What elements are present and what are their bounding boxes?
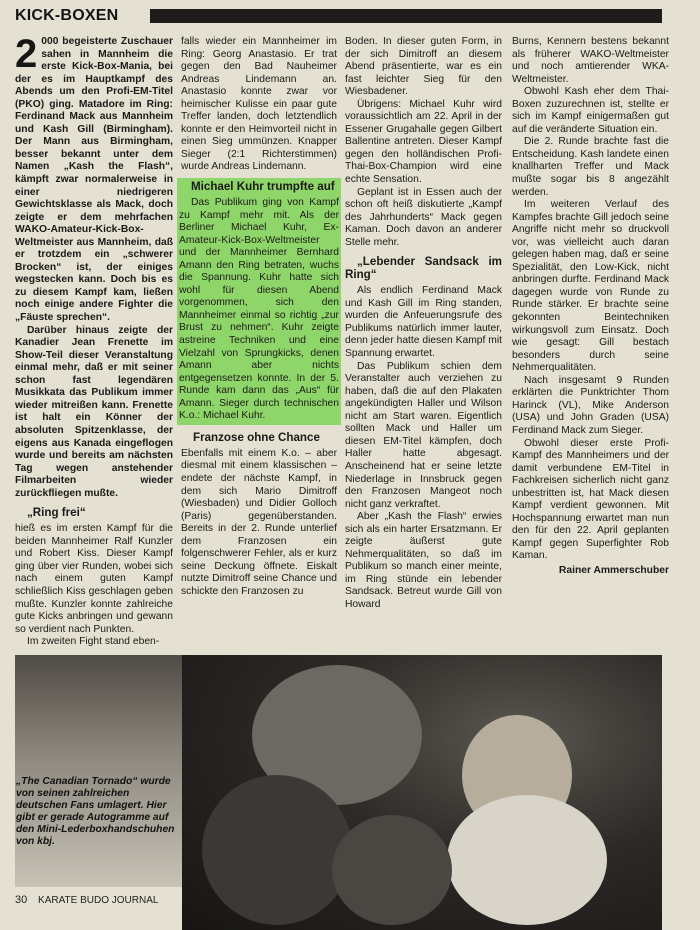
- page-footer: [15, 894, 158, 906]
- column-4: [512, 36, 669, 578]
- photo-figure-shape: [332, 815, 452, 925]
- subheading: Michael Kuhr trumpfte auf: [191, 180, 335, 194]
- section-title: KICK-BOXEN: [15, 7, 119, 24]
- paragraph: Das Publikum ging von Kampf zu Kampf mehr mit. Als der Berliner Michael Kuhr, Ex-Amateur-Kick-Box-Weltmeister und der Mannheimer Bernhard Amann den Ring betraten, wuchs die Spannung. Kuhr hatte sich wohl für diesen Abend vorgenommen, sich den Mannheimer einmal so richtig „zur Brust zu nehmen“. Kuhr zeigte astreine Techniken und eine Vielzahl von Sprungkicks, denen Amann aber nichts entgegensetzen konnte. In der 5. Runde kam dann das „Aus“ für Amann. Sieger durch technischen K.o.: Michael Kuhr.: [179, 197, 339, 422]
- column-1: [15, 32, 173, 649]
- page-number: 30: [15, 894, 28, 906]
- subheading: „Ring frei“: [27, 506, 86, 520]
- column-3: [345, 36, 502, 612]
- paragraph: Obwohl dieser erste Profi-Kampf des Mannheimers und der damit verbundene EM-Titel in Fachkreisen sicherlich nicht ganz unbestritten ist, hat Mack diesen Kampf verdient gewonnen. Mit Hochspannung erwartet man nun den für den 22. April geplanten Kampf gegen Superfighter Rob Kaman.: [512, 437, 669, 562]
- paragraph: Das Publikum schien dem Veranstalter auch verziehen zu haben, daß die auf den Plakaten angekündigten Haller und Wilson nicht am Start waren. Eigentlich sollten Mack und Haller um diesen EM-Titel kämpfen, doch Haller hatte abgesagt. Anscheinend hat er seine letzte Niederlage in Innsbruck gegen den Franzosen Mangeot noch nicht ganz verkraftet.: [345, 360, 502, 510]
- paragraph: Die 2. Runde brachte fast die Entscheidung. Kash landete einen knallharten Treffer und Mack mußte sogar bis 8 angezählt werden.: [512, 136, 669, 198]
- subheading: „Lebender Sandsack im Ring“: [345, 255, 502, 282]
- lead-paragraph: [15, 32, 173, 325]
- photo-left-panel: [15, 655, 182, 887]
- highlighted-box: [177, 178, 341, 425]
- paragraph: Im weiteren Verlauf des Kampfes brachte Gill jedoch seine Angriffe nicht mehr so druckvoll vor, was vielleicht auch daran gelegen haben mag, daß er seine Spezialität, den Low-Kick, nicht anbringen durfte. Ferdinand Mack dagegen wurde von Runde zu Runde stärker. Er brachte seine gekonnten Beintechniken wirkungsvoll zum Einsatz. Doch wie gesagt: Gill bestach besonders durch seine Nehmerqualitäten.: [512, 199, 669, 374]
- lead-text: 000 begeisterte Zuschauer sahen in Mannheim die erste Kick-Box-Mania, bei der es im Hauptkampf des Abends um den Profi-EM-Titel (PKO) ging. Matadore im Ring: Ferdinand Mack aus Mannheim und Kash Gill (Birmingham). Der Mann aus Birmingham, besser bekannt unter dem Namen „Kash the Flash“, kämpft zwar normalerweise in einer niedrigeren Gewichtsklasse als Mack, doch zeigte er dem mehrfachen WAKO-Amateur-Kick-Box-Weltmeister aus Mannheim, daß er trotzdem ein „schwerer Brocken“ ist, der einiges wegstecken kann. Doch bis es zu diesem Kampf kam, ließen noch einige andere Fighter die „Fäuste sprechen“.: [15, 36, 173, 324]
- author-byline: Rainer Ammerschuber: [558, 564, 669, 576]
- paragraph: Burns, Kennern bestens bekannt als früherer WAKO-Weltmeister und noch amtierender WKA-Weltmeister.: [512, 36, 669, 85]
- paragraph: Boden. In dieser guten Form, in der sich Dimitroff an diesem Abend präsentierte, war es ein fast leichter Sieg für den Wiesbadener.: [345, 36, 502, 98]
- paragraph: Aber „Kash the Flash“ erwies sich als ein harter Ersatzmann. Er zeigte äußerst gute Nehmerqualitäten, so daß im Publikum so manch einer meinte, im Ring stünde ein lebender Sandsack. Betreut wurde Gill von Howard: [345, 511, 502, 610]
- paragraph: Geplant ist in Essen auch der schon oft heiß diskutierte „Kampf des Jahrhunderts“ Mack gegen Kaman. Doch davon an anderer Stelle mehr.: [345, 186, 502, 248]
- paragraph: hieß es im ersten Kampf für die beiden Mannheimer Ralf Kunzler und Robert Kiss. Dieser Kampf ging über vier Runden, wobei sich nach einem guten Kampf schließlich Kiss geschlagen geben mußte. Kunzler konnte zahlreiche gute Kicks anbringen und gewann so verdient nach Punkten.: [15, 523, 173, 635]
- paragraph: Als endlich Ferdinand Mack und Kash Gill im Ring standen, wurden die Anfeuerungsrufe des Publikums natürlich immer lauter, denn jeder hatte diesen Kampf mit Spannung erwartet.: [345, 285, 502, 360]
- photo: [182, 655, 662, 930]
- subheading: Franzose ohne Chance: [193, 430, 320, 444]
- journal-name: KARATE BUDO JOURNAL: [38, 895, 159, 906]
- paragraph: Nach insgesamt 9 Runden erklärten die Punktrichter Thom Harinck (VL), Mike Anderson (USA) und John Graden (USA) Ferdinand Mack zum Sieger.: [512, 374, 669, 436]
- photo-figure-shape: [202, 775, 352, 925]
- paragraph: Darüber hinaus zeigte der Kanadier Jean Frenette im Show-Teil dieser Veranstaltung einmal mehr, daß er mit seiner schon fast legendären Musikkata das Publikum immer wieder mitreißen kann. Frenette ist halt ein Könner der absoluten Spitzenklasse, der eigens aus Kanada eingeflogen wurde und bereits am nächsten Tag wegen anstehender Filmarbeiten wieder zurückfliegen mußte.: [15, 324, 173, 499]
- drop-cap: 2: [15, 32, 38, 76]
- paragraph: Obwohl Kash eher dem Thai-Boxen zuzurechnen ist, stellte er sich im Kampf einigermaßen gut auf die veränderte Situation ein.: [512, 86, 669, 135]
- paragraph: Ebenfalls mit einem K.o. – aber diesmal mit einem klassischen – endete der nächste Kampf, in dem sich Mario Dimitroff (Wiesbaden) und Didier Golloch (Paris) gegenüberstanden. Bereits in der 2. Runde unterlief dem Franzosen ein folgenschwerer Fehler, als er kurz seine Deckung öffnete. Eiskalt nutzte Dimitroff seine Chance und schickte den Franzosen zu: [181, 447, 337, 597]
- photo-caption: „The Canadian Tornado“ wurde von seinen zahlreichen deutschen Fans umlagert. Hier gibt er gerade Autogramme auf den Mini-Lederboxhandschuhen von kbj.: [16, 776, 175, 848]
- paragraph: Im zweiten Fight stand eben-: [27, 636, 160, 648]
- paragraph: falls wieder ein Mannheimer im Ring: Georg Anastasio. Er trat gegen den Bad Nauheimer Andreas Lindemann an. Anastasio konnte zwar vor heimischer Kulisse ein paar gute Treffer landen, doch letztendlich konnte er den Heimvorteil nicht in einen Sieg ummünzen. Knapper Sieger (2:1 Richterstimmen) wurde Andreas Lindemann.: [181, 36, 337, 173]
- paragraph: Übrigens: Michael Kuhr wird voraussichtlich am 22. April in der Essener Grugahalle gegen Gilbert Ballentine antreten. Dieser Kampf gegen den holländischen Profi-Thai-Box-Champion wird eine echte Sensation.: [345, 98, 502, 186]
- header-rule: [150, 9, 662, 23]
- photo-figure-shape: [447, 795, 607, 925]
- column-2: [181, 36, 337, 598]
- section-header: [15, 8, 118, 24]
